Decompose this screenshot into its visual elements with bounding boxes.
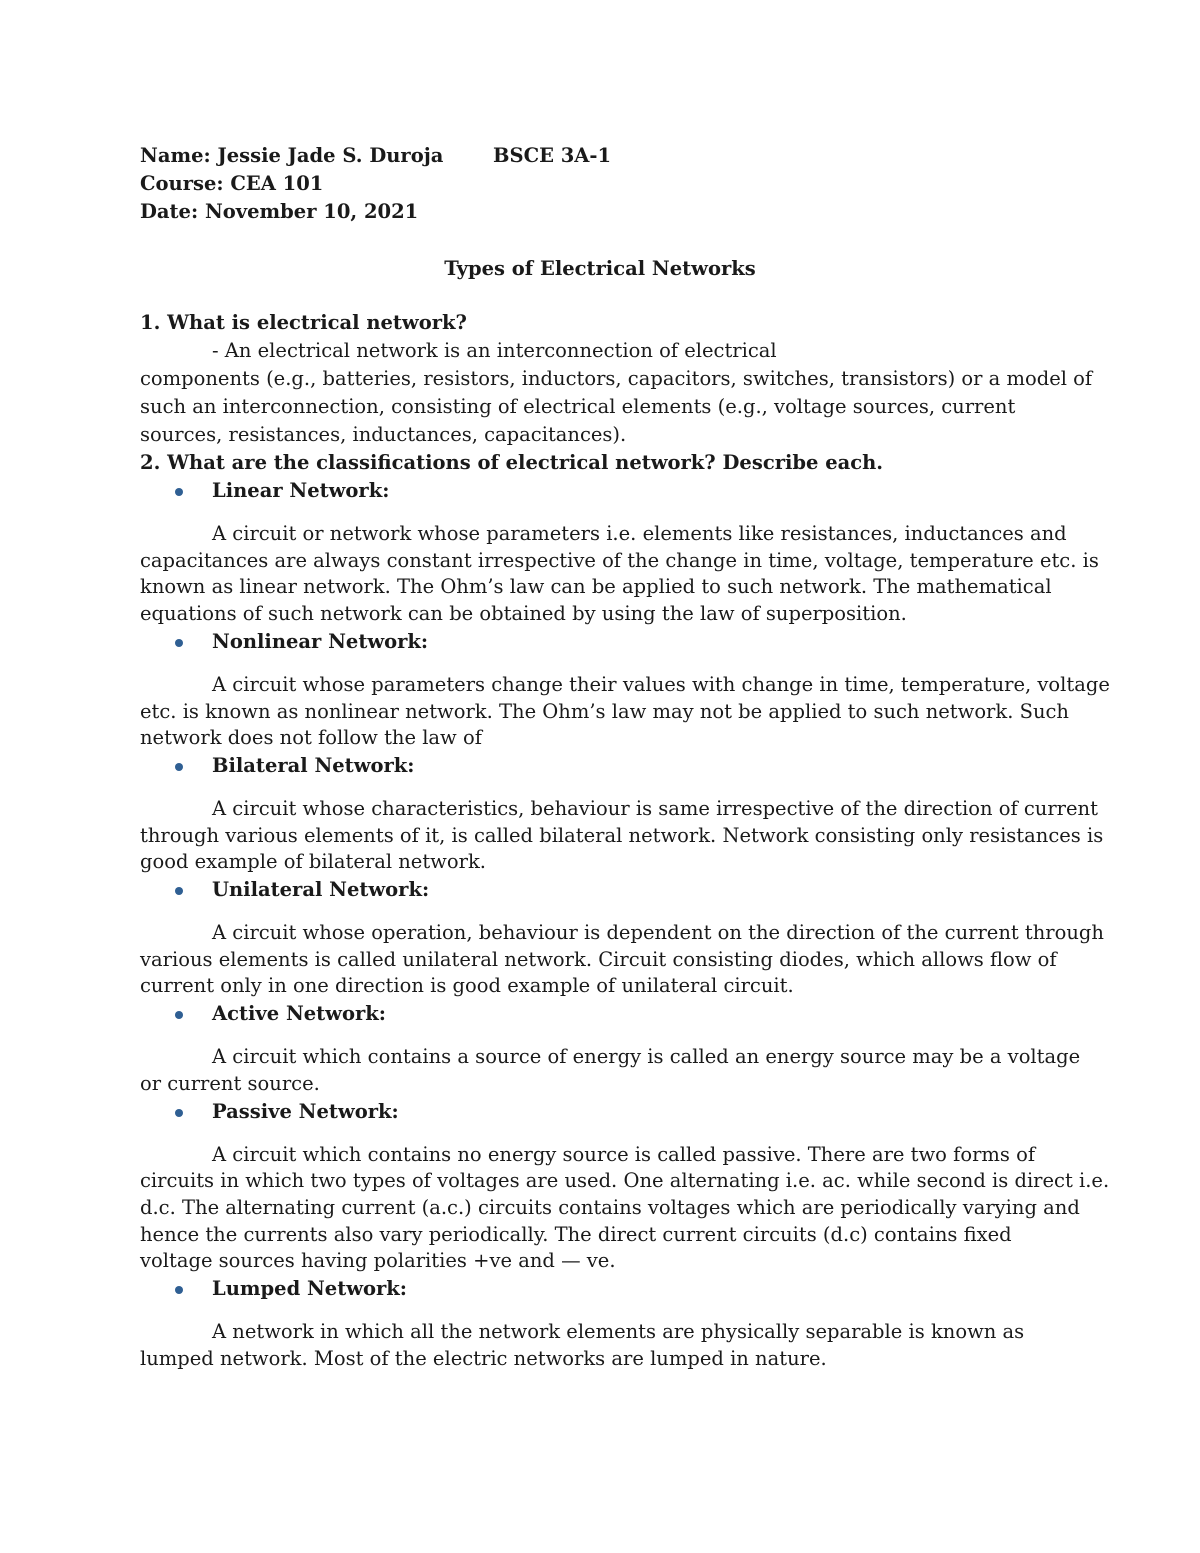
- classification-description: [140, 672, 1110, 752]
- question-1-heading: 1. What is electrical network?: [140, 311, 467, 334]
- classification-heading: [140, 752, 1070, 780]
- bullet-icon: [175, 1286, 183, 1294]
- document-header: [140, 142, 1070, 226]
- question-2: [140, 449, 1110, 1372]
- bullet-icon: [175, 639, 183, 647]
- classification-description: [140, 1142, 1110, 1276]
- classification-title: Unilateral Network:: [212, 878, 430, 902]
- description-line: d.c. The alternating current (a.c.) circuits contains voltages which are periodically varying and: [140, 1195, 1080, 1219]
- classification-item: [140, 876, 1104, 1000]
- answer-line: components (e.g., batteries, resistors, inductors, capacitors, switches, transistors) or a model of: [140, 367, 1093, 390]
- question-1: [140, 309, 1093, 449]
- classification-heading: [140, 477, 1070, 505]
- classification-item: [140, 752, 1104, 876]
- description-line: capacitances are always constant irrespective of the change in time, voltage, temperature etc. is: [140, 548, 1099, 572]
- description-line: or current source.: [140, 1071, 320, 1095]
- document-page: [140, 142, 1110, 1372]
- description-line: known as linear network. The Ohm’s law can be applied to such network. The mathematical: [140, 575, 1052, 599]
- classification-title: Nonlinear Network:: [212, 629, 429, 653]
- description-line: A circuit which contains a source of energy is called an energy source may be a voltage: [212, 1045, 1081, 1069]
- classification-description: [140, 920, 1104, 1000]
- name-line: [140, 142, 1070, 170]
- classification-title: Lumped Network:: [212, 1277, 407, 1301]
- description-line: lumped network. Most of the electric networks are lumped in nature.: [140, 1346, 827, 1370]
- classification-description: [140, 1044, 1081, 1097]
- description-line: A network in which all the network elements are physically separable is known as: [212, 1320, 1025, 1344]
- classification-heading: [140, 876, 1070, 904]
- bullet-icon: [175, 1109, 183, 1117]
- bullet-icon: [175, 1011, 183, 1019]
- classification-heading: [140, 1098, 1070, 1126]
- classification-item: [140, 628, 1110, 752]
- question-2-heading: 2. What are the classifications of electrical network? Describe each.: [140, 451, 884, 474]
- description-line: current only in one direction is good example of unilateral circuit.: [140, 974, 794, 998]
- classification-title: Linear Network:: [212, 479, 390, 502]
- description-line: equations of such network can be obtained by using the law of superposition.: [140, 602, 907, 626]
- description-line: A circuit whose parameters change their values with change in time, temperature, voltage: [212, 672, 1110, 696]
- date-line: Date: November 10, 2021: [140, 200, 419, 223]
- description-line: A circuit which contains no energy source is called passive. There are two forms of: [212, 1142, 1036, 1166]
- question-1-answer: [140, 337, 1093, 449]
- classification-description: [140, 521, 1099, 628]
- description-line: A circuit or network whose parameters i.e. elements like resistances, inductances and: [212, 522, 1067, 545]
- description-line: circuits in which two types of voltages are used. One alternating i.e. ac. while second is direct i.e.: [140, 1169, 1110, 1193]
- description-line: various elements is called unilateral network. Circuit consisting diodes, which allows flow of: [140, 947, 1057, 971]
- bullet-icon: [175, 887, 183, 895]
- description-line: network does not follow the law of: [140, 726, 482, 750]
- classification-title: Passive Network:: [212, 1099, 399, 1123]
- classification-item: [140, 1098, 1110, 1276]
- classification-heading: [140, 1275, 1070, 1303]
- classification-description: [140, 1319, 1070, 1372]
- classification-item: [140, 477, 1099, 628]
- section-code: BSCE 3A-1: [493, 144, 612, 167]
- description-line: etc. is known as nonlinear network. The Ohm’s law may not be applied to such network. Such: [140, 699, 1069, 723]
- description-line: hence the currents also vary periodically. The direct current circuits (d.c) contains fixed: [140, 1222, 1012, 1246]
- bullet-icon: [175, 488, 183, 496]
- document-title: Types of Electrical Networks: [444, 257, 756, 280]
- classification-title: Bilateral Network:: [212, 753, 415, 777]
- description-line: A circuit whose operation, behaviour is dependent on the direction of the current through: [212, 921, 1104, 945]
- classification-heading: [140, 628, 1070, 656]
- classification-item: [140, 1000, 1081, 1097]
- description-line: good example of bilateral network.: [140, 850, 486, 874]
- description-line: through various elements of it, is called bilateral network. Network consisting only resistances is: [140, 823, 1104, 847]
- answer-line: - An electrical network is an interconnection of electrical: [212, 339, 777, 362]
- classification-description: [140, 796, 1104, 876]
- description-line: A circuit whose characteristics, behaviour is same irrespective of the direction of current: [212, 796, 1098, 820]
- classification-heading: [140, 1000, 1070, 1028]
- description-line: voltage sources having polarities +ve and — ve.: [140, 1249, 616, 1273]
- answer-line: sources, resistances, inductances, capacitances).: [140, 423, 627, 446]
- answer-line: such an interconnection, consisting of electrical elements (e.g., voltage sources, current: [140, 395, 1016, 418]
- student-name: Name: Jessie Jade S. Duroja: [140, 144, 444, 167]
- course-line: Course: CEA 101: [140, 172, 324, 195]
- classification-item: [140, 1275, 1070, 1372]
- bullet-icon: [175, 763, 183, 771]
- classification-title: Active Network:: [212, 1002, 386, 1026]
